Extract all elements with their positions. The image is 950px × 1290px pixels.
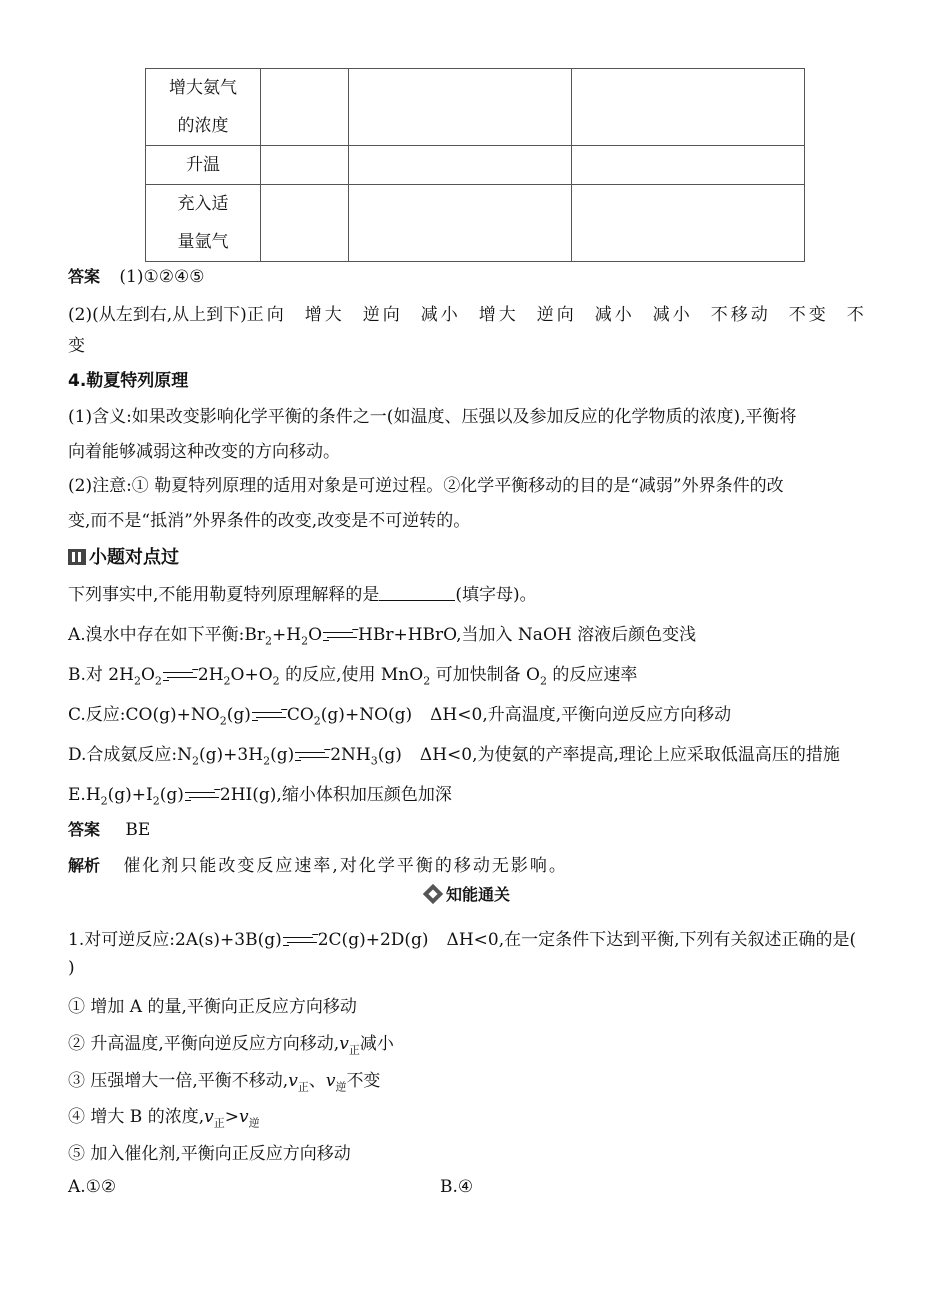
text: (g)+3H — [199, 745, 264, 765]
statement-2 — [68, 1029, 394, 1057]
table-row — [146, 185, 805, 262]
table-cell — [572, 185, 805, 262]
text: 不变 — [346, 1071, 381, 1091]
subscript: 逆 — [335, 1080, 347, 1094]
answer-label: 答案 — [68, 820, 101, 839]
answer-1 — [68, 264, 204, 287]
text: ΔH<0,在一定条件下达到平衡,下列有关叙述正确的是( — [446, 930, 857, 950]
table-cell — [146, 146, 261, 185]
text: (g) — [270, 745, 295, 765]
text: 、 — [308, 1071, 326, 1091]
row-label: 的浓度 — [177, 116, 229, 136]
answer-word: 不变 — [788, 305, 829, 325]
equilibrium-arrow-icon — [252, 709, 286, 723]
text: (g) — [226, 705, 251, 725]
diamond-icon — [423, 884, 443, 904]
option-a — [68, 620, 696, 647]
conditions-table — [145, 68, 805, 262]
text: O — [140, 665, 155, 685]
subscript: 2 — [100, 794, 108, 808]
text: (g)+I — [107, 785, 153, 805]
statement-3 — [68, 1066, 380, 1094]
answer-text: BE — [125, 820, 151, 840]
text: B.对 2H — [68, 665, 134, 685]
text: ② 升高温度,平衡向逆反应方向移动, — [68, 1034, 340, 1054]
text: 可加快制备 O — [430, 665, 540, 685]
answer-word: 增大 — [478, 305, 519, 325]
answer-word: 增大 — [304, 305, 345, 325]
quiz-title: 小题对点过 — [89, 547, 179, 568]
text: 2C(g)+2D(g) — [317, 930, 429, 950]
quiz-heading — [68, 543, 179, 569]
answer-2 — [68, 300, 867, 325]
paragraph-line: (2)注意:① 勒夏特列原理的适用对象是可逆过程。②化学平衡移动的目的是“减弱”外界条件的改 — [68, 476, 784, 496]
subscript: 3 — [370, 754, 378, 768]
subscript: 2 — [152, 794, 160, 808]
subscript: 2 — [219, 714, 227, 728]
equilibrium-arrow-icon — [163, 669, 197, 683]
text: A.溴水中存在如下平衡:Br — [68, 625, 266, 645]
section-title: 4.勒夏特列原理 — [68, 371, 189, 391]
analysis-text: 催化剂只能改变反应速率,对化学平衡的移动无影响。 — [123, 856, 568, 876]
answer-word: 不移动 — [710, 305, 771, 325]
paragraph-line: (1)含义:如果改变影响化学平衡的条件之一(如温度、压强以及参加反应的化学物质的浓度),平衡将 — [68, 407, 797, 427]
subscript: 2 — [265, 634, 273, 648]
option-c — [68, 700, 731, 727]
text: ΔH<0,升高温度,平衡向逆反应方向移动 — [430, 705, 732, 725]
text: (g) — [159, 785, 184, 805]
question-1 — [68, 925, 856, 950]
text: 2HI(g),缩小体积加压颜色加深 — [219, 785, 452, 805]
statement-5: ⑤ 加入催化剂,平衡向正反应方向移动 — [68, 1144, 351, 1164]
row-label: 充入适 — [177, 194, 229, 214]
table-cell — [572, 69, 805, 146]
choice-b[interactable]: B.④ — [440, 1177, 474, 1197]
subscript: 2 — [263, 754, 271, 768]
answer-word: 减小 — [420, 305, 461, 325]
subscript: 逆 — [248, 1116, 260, 1130]
velocity-symbol: v — [238, 1107, 249, 1127]
text: HBr+HBrO,当加入 NaOH 溶液后颜色变浅 — [358, 625, 697, 645]
text: 减小 — [359, 1034, 394, 1054]
text: (g) — [377, 745, 402, 765]
answer-word: 逆向 — [536, 305, 577, 325]
question-text: (填字母)。 — [455, 585, 537, 605]
subscript: 2 — [133, 674, 141, 688]
answer-word: 不 — [846, 305, 867, 325]
equilibrium-arrow-icon — [283, 934, 317, 948]
subscript: 正 — [213, 1116, 225, 1130]
text: 1.对可逆反应:2A(s)+3B(g) — [68, 930, 282, 950]
subscript: 2 — [423, 674, 431, 688]
table-cell — [261, 69, 349, 146]
answer-prefix: (2)(从左到右,从上到下) — [68, 305, 247, 325]
answer-word: 逆向 — [362, 305, 403, 325]
answer-blank[interactable] — [379, 586, 455, 601]
velocity-symbol: v — [288, 1071, 298, 1091]
question-1-tail: ) — [68, 958, 75, 978]
subscript: 2 — [154, 674, 162, 688]
text: O+O — [230, 665, 273, 685]
row-label: 增大氨气 — [169, 78, 237, 98]
answer-2-tail: 变 — [68, 336, 85, 356]
subscript: 2 — [223, 674, 231, 688]
equilibrium-arrow-icon — [185, 789, 219, 803]
text: E.H — [68, 785, 101, 805]
subscript: 2 — [301, 634, 309, 648]
paragraph-line: 变,而不是“抵消”外界条件的改变,改变是不可逆转的。 — [68, 511, 471, 531]
text: ΔH<0,为使氨的产率提高,理论上应采取低温高压的措施 — [419, 745, 840, 765]
statement-4 — [68, 1102, 260, 1130]
answer-word: 减小 — [652, 305, 693, 325]
text: > — [224, 1107, 239, 1127]
subscript: 2 — [192, 754, 200, 768]
text: D.合成氨反应:N — [68, 745, 193, 765]
subscript: 2 — [539, 674, 547, 688]
text: ③ 压强增大一倍,平衡不移动, — [68, 1071, 289, 1091]
table-cell — [349, 185, 572, 262]
paragraph-line: 向着能够减弱这种改变的方向移动。 — [68, 442, 340, 462]
text: (g)+NO(g) — [320, 705, 413, 725]
table-cell — [146, 69, 261, 146]
table-cell — [261, 146, 349, 185]
velocity-symbol: v — [339, 1034, 349, 1054]
table-cell — [261, 185, 349, 262]
text: 的反应速率 — [546, 665, 638, 685]
subscript: 2 — [313, 714, 321, 728]
answer-label: 答案 — [68, 267, 101, 286]
velocity-symbol: v — [204, 1107, 214, 1127]
equilibrium-arrow-icon — [323, 629, 357, 643]
velocity-symbol: v — [325, 1071, 336, 1091]
text: +H — [272, 625, 302, 645]
text: ④ 增大 B 的浓度, — [68, 1107, 205, 1127]
answer-text: (1)①②④⑤ — [119, 267, 205, 287]
text: 2NH — [330, 745, 371, 765]
table-cell — [349, 69, 572, 146]
equilibrium-arrow-icon — [295, 749, 329, 763]
analysis-label: 解析 — [68, 856, 101, 875]
option-e — [68, 780, 452, 807]
text: 2H — [197, 665, 224, 685]
choice-a[interactable]: A.①② — [68, 1177, 117, 1197]
row-label: 量氩气 — [177, 232, 229, 252]
section-banner — [424, 884, 516, 906]
pause-icon — [68, 549, 86, 565]
text: CO — [286, 705, 314, 725]
text: O — [308, 625, 323, 645]
option-b — [68, 660, 637, 687]
table-cell — [349, 146, 572, 185]
answer-word: 正向 — [246, 305, 287, 325]
option-d — [68, 740, 840, 767]
text: C.反应:CO(g)+NO — [68, 705, 220, 725]
table-cell — [572, 146, 805, 185]
question-text: 下列事实中,不能用勒夏特列原理解释的是 — [68, 585, 380, 605]
subscript: 正 — [297, 1080, 309, 1094]
row-label: 升温 — [186, 155, 220, 175]
banner-title: 知能通关 — [446, 885, 511, 904]
subscript: 2 — [272, 674, 280, 688]
table-row — [146, 146, 805, 185]
quiz-question — [68, 580, 537, 605]
text: 的反应,使用 MnO — [279, 665, 424, 685]
answer-3 — [68, 817, 150, 840]
table-cell — [146, 185, 261, 262]
answer-word: 减小 — [594, 305, 635, 325]
table-row — [146, 69, 805, 146]
subscript: 正 — [348, 1043, 360, 1057]
analysis — [68, 851, 568, 876]
statement-1: ① 增加 A 的量,平衡向正反应方向移动 — [68, 997, 357, 1017]
